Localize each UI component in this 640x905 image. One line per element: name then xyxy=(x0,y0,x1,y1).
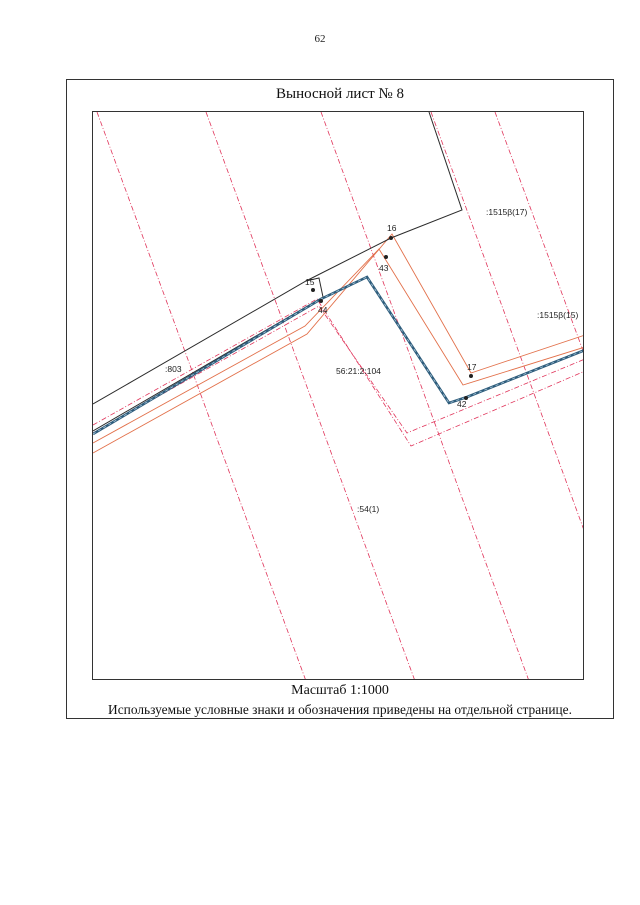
zone-line-4 xyxy=(431,112,584,533)
point-15-label: 15 xyxy=(305,277,315,287)
zone-line-2 xyxy=(206,112,415,680)
parcel-label-1515-15: :1515β(15) xyxy=(537,310,579,320)
zone-line-3 xyxy=(321,112,529,680)
sheet-title: Выносной лист № 8 xyxy=(276,86,404,102)
point-44-label: 44 xyxy=(318,305,328,315)
parcel-boundary-upper xyxy=(93,112,462,404)
parcel-boundaries xyxy=(93,112,462,431)
point-16-marker xyxy=(389,236,393,240)
point-15-marker xyxy=(311,288,315,292)
point-16-label: 16 xyxy=(387,223,397,233)
parcel-label-104: 56:21:2:104 xyxy=(336,366,381,376)
zone-orange-lines xyxy=(93,234,584,453)
cadastral-map xyxy=(92,111,584,680)
point-42-label: 42 xyxy=(457,399,467,409)
legend-note: Используемые условные знаки и обозначения приведены на отдельной странице. xyxy=(108,702,572,717)
point-43-label: 43 xyxy=(379,263,389,273)
page-number: 62 xyxy=(314,33,326,45)
map-drawing xyxy=(93,112,584,680)
zone-line-1 xyxy=(97,112,306,680)
orange-zone-inner xyxy=(93,249,584,443)
orange-zone-outer xyxy=(93,234,584,453)
scale-label: Масштаб 1:1000 xyxy=(291,683,389,698)
parcel-label-1515-17: :1515β(17) xyxy=(486,207,528,217)
point-44-marker xyxy=(319,299,323,303)
parcel-label-54: :54(1) xyxy=(357,504,380,514)
zone-dashed-lines xyxy=(93,112,584,680)
point-17-marker xyxy=(469,374,473,378)
parcel-label-803: :803 xyxy=(165,364,182,374)
parcel-boundary-notch xyxy=(93,278,323,431)
point-43-marker xyxy=(384,255,388,259)
point-17-label: 17 xyxy=(467,362,477,372)
